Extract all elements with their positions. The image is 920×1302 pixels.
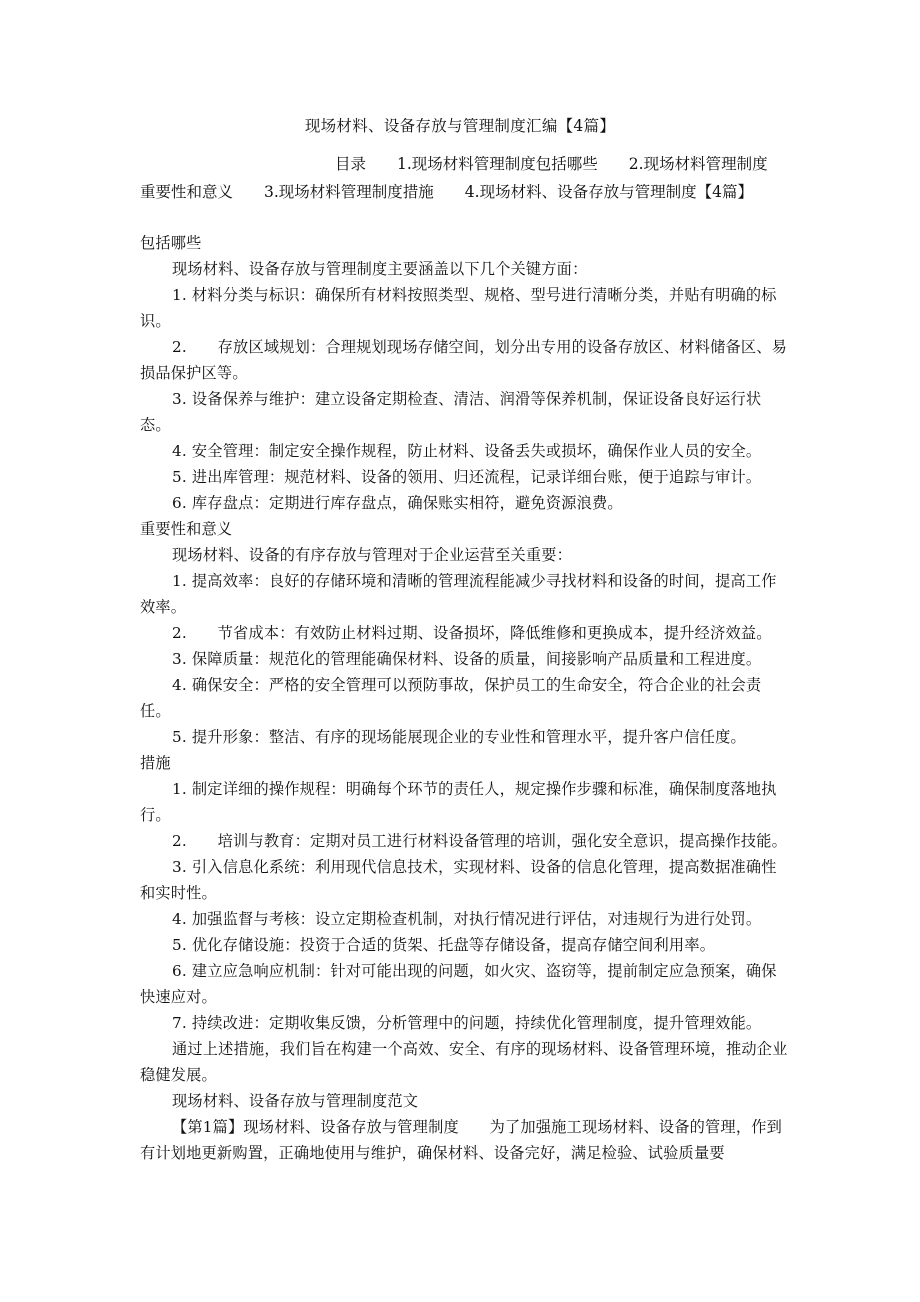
list-item: 2. 存放区域规划：合理规划现场存储空间，划分出专用的设备存放区、材料储备区、易损品保护区等。 xyxy=(140,338,788,382)
section-heading: 包括哪些 xyxy=(140,234,202,252)
document-body xyxy=(140,230,790,1166)
list-item: 5. 优化存储设施：投资于合适的货架、托盘等存储设备，提高存储空间利用率。 xyxy=(172,936,716,954)
section-intro: 现场材料、设备存放与管理制度主要涵盖以下几个关键方面： xyxy=(172,260,588,278)
sample-heading: 现场材料、设备存放与管理制度范文 xyxy=(172,1092,419,1110)
list-item: 4. 确保安全：严格的安全管理可以预防事故，保护员工的生命安全，符合企业的社会责任。 xyxy=(140,676,762,720)
toc-line-1: 目录 1.现场材料管理制度包括哪些 2.现场材料管理制度 xyxy=(335,155,768,173)
section-heading: 重要性和意义 xyxy=(140,520,233,538)
section-heading: 措施 xyxy=(140,754,171,772)
list-item: 2. 培训与教育：定期对员工进行材料设备管理的培训，强化安全意识，提高操作技能。 xyxy=(172,832,788,850)
document-title: 现场材料、设备存放与管理制度汇编【4篇】 xyxy=(304,117,616,135)
list-item: 1. 制定详细的操作规程：明确每个环节的责任人，规定操作步骤和标准，确保制度落地执行。 xyxy=(140,780,777,824)
list-item: 4. 安全管理：制定安全操作规程，防止材料、设备丢失或损坏，确保作业人员的安全。 xyxy=(172,442,762,460)
list-item: 5. 提升形象：整洁、有序的现场能展现企业的专业性和管理水平，提升客户信任度。 xyxy=(172,728,746,746)
list-item: 3. 引入信息化系统：利用现代信息技术，实现材料、设备的信息化管理，提高数据准确性和实时性。 xyxy=(140,858,777,902)
list-item: 2. 节省成本：有效防止材料过期、设备损坏，降低维修和更换成本，提升经济效益。 xyxy=(172,624,772,642)
list-item: 1. 材料分类与标识：确保所有材料按照类型、规格、型号进行清晰分类，并贴有明确的标识。 xyxy=(140,286,777,330)
toc-line-2: 重要性和意义 3.现场材料管理制度措施 4.现场材料、设备存放与管理制度【4篇】 xyxy=(140,183,753,201)
sample-paragraph: 【第1篇】现场材料、设备存放与管理制度 为了加强施工现场材料、设备的管理，作到有计划地更新购置，正确地使用与维护，确保材料、设备完好，满足检验、试验质量要 xyxy=(140,1118,782,1162)
list-item: 7. 持续改进：定期收集反馈，分析管理中的问题，持续优化管理制度，提升管理效能。 xyxy=(172,1014,762,1032)
list-item: 5. 进出库管理：规范材料、设备的领用、归还流程，记录详细台账，便于追踪与审计。 xyxy=(172,468,762,486)
list-item: 1. 提高效率：良好的存储环境和清晰的管理流程能减少寻找材料和设备的时间，提高工作效率。 xyxy=(140,572,777,616)
list-item: 6. 建立应急响应机制：针对可能出现的问题，如火灾、盗窃等，提前制定应急预案，确保快速应对。 xyxy=(140,962,777,1006)
section-intro: 现场材料、设备的有序存放与管理对于企业运营至关重要： xyxy=(172,546,573,564)
list-item: 6. 库存盘点：定期进行库存盘点，确保账实相符，避免资源浪费。 xyxy=(172,494,623,512)
list-item: 3. 设备保养与维护：建立设备定期检查、清洁、润滑等保养机制，保证设备良好运行状态。 xyxy=(140,390,762,434)
conclusion-paragraph: 通过上述措施，我们旨在构建一个高效、安全、有序的现场材料、设备管理环境，推动企业稳健发展。 xyxy=(140,1040,788,1084)
list-item: 3. 保障质量：规范化的管理能确保材料、设备的质量，间接影响产品质量和工程进度。 xyxy=(172,650,762,668)
list-item: 4. 加强监督与考核：设立定期检查机制，对执行情况进行评估，对违规行为进行处罚。 xyxy=(172,910,762,928)
